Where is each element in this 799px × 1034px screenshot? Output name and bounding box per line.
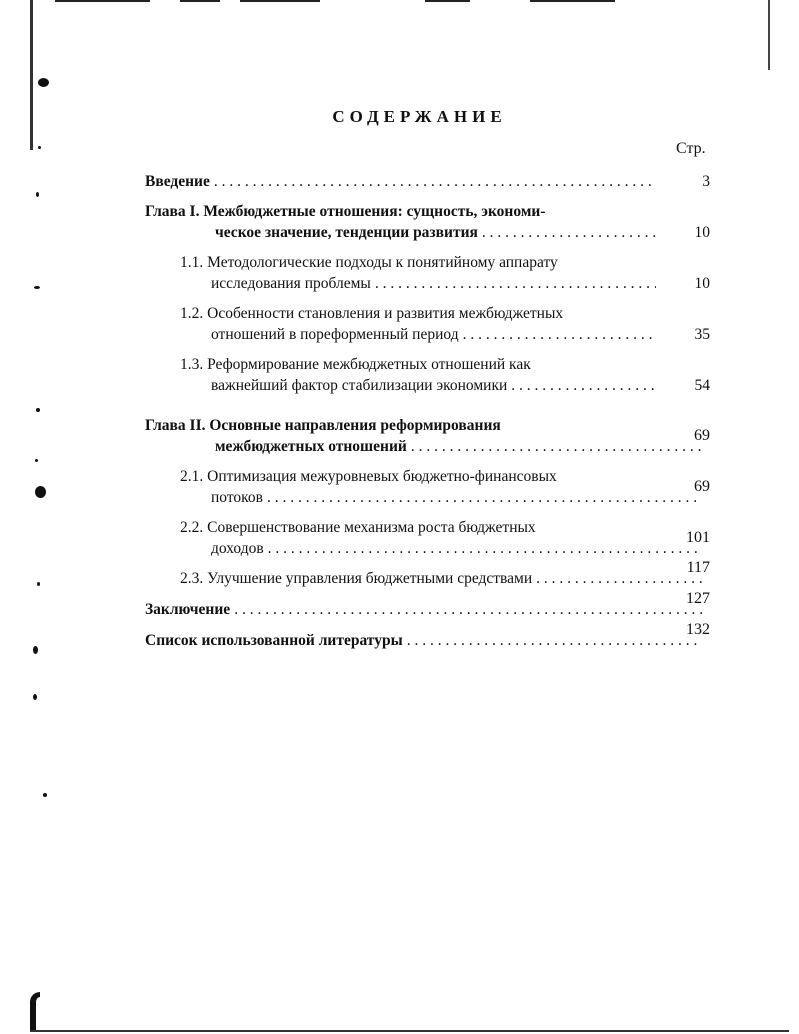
scan-speck xyxy=(38,78,49,87)
page-column-header: Стр. xyxy=(676,140,706,157)
toc-entry-section-2-2[interactable] xyxy=(180,517,710,559)
toc-dot-leader xyxy=(267,487,702,508)
scan-speck xyxy=(35,486,46,498)
toc-dot-leader xyxy=(482,222,656,243)
toc-entry-label: Введение xyxy=(145,173,210,190)
toc-entry-label: 1.1. Методологические подходы к понятийному аппарату xyxy=(180,254,558,271)
scan-corner-mark xyxy=(30,992,40,1030)
toc-entry-label-cont: исследования проблемы xyxy=(211,275,371,292)
scan-speck xyxy=(38,146,41,149)
toc-entry-label-cont: ческое значение, тенденции развития xyxy=(215,224,478,241)
scan-edge-right xyxy=(768,0,770,70)
scan-edge-top xyxy=(35,0,769,3)
toc-page-number: 10 xyxy=(694,275,710,292)
scan-speck xyxy=(35,459,38,462)
toc-entry-label-cont: важнейший фактор стабилизации экономики xyxy=(211,377,508,394)
toc-entry-section-2-3[interactable] xyxy=(180,559,710,589)
toc-entry-introduction[interactable] xyxy=(145,171,710,192)
scan-speck xyxy=(43,793,47,797)
toc-page-number: 101 xyxy=(686,529,710,546)
toc-page-number: 132 xyxy=(686,621,710,638)
toc-entry-section-1-2[interactable] xyxy=(180,303,710,345)
page-title: СОДЕРЖАНИЕ xyxy=(332,107,507,126)
toc-page-number: 69 xyxy=(694,478,710,495)
toc-page-number: 54 xyxy=(694,377,710,394)
toc-dot-leader xyxy=(411,436,702,457)
toc-entry-label: 1.2. Особенности становления и развития межбюджетных xyxy=(180,305,564,322)
toc-entry-label-cont: доходов xyxy=(211,540,264,557)
toc-entry-label: Список использованной литературы xyxy=(145,632,403,649)
scan-speck xyxy=(33,646,38,654)
toc-page-number: 127 xyxy=(686,590,710,607)
toc-entry-section-2-1[interactable] xyxy=(180,466,710,508)
toc-page-number: 10 xyxy=(694,224,710,241)
toc-page-number: 69 xyxy=(694,427,710,444)
toc-entry-label-cont: отношений в пореформенный период xyxy=(211,326,459,343)
toc-entry-bibliography[interactable] xyxy=(145,621,710,651)
toc-dot-leader xyxy=(511,375,656,396)
scan-speck xyxy=(34,286,40,289)
toc-page-number: 3 xyxy=(702,173,710,190)
scan-speck xyxy=(37,582,40,586)
toc-dot-leader xyxy=(214,171,656,192)
toc-entry-label: 2.3. Улучшение управления бюджетными средствами xyxy=(180,570,533,587)
scan-speck xyxy=(36,192,39,197)
toc-entry-section-1-3[interactable] xyxy=(180,354,710,396)
toc-dot-leader xyxy=(234,599,702,620)
toc-entry-chapter-2[interactable] xyxy=(145,415,710,457)
toc-entry-label: Глава II. Основные направления реформирования xyxy=(145,417,501,434)
toc-entry-chapter-1[interactable] xyxy=(145,201,710,243)
scan-speck xyxy=(33,694,37,700)
scan-edge-left xyxy=(30,0,33,150)
toc-entry-label: 1.3. Реформирование межбюджетных отношений как xyxy=(180,356,531,373)
toc-dot-leader xyxy=(407,630,702,651)
toc-entry-label: Заключение xyxy=(145,601,231,618)
toc-dot-leader xyxy=(268,538,702,559)
toc-dot-leader xyxy=(463,324,656,345)
scan-speck xyxy=(36,408,40,412)
toc-dot-leader xyxy=(375,273,656,294)
toc-entry-label-cont: потоков xyxy=(211,489,263,506)
toc-entry-label-cont: межбюджетных отношений xyxy=(215,438,407,455)
toc-entry-label: 2.1. Оптимизация межуровневых бюджетно-финансовых xyxy=(180,468,557,485)
toc-entry-label: Глава I. Межбюджетные отношения: сущность, экономи- xyxy=(145,203,546,220)
scan-edge-bottom xyxy=(30,1030,789,1032)
toc-entry-conclusion[interactable] xyxy=(145,590,710,620)
toc-entry-label: 2.2. Совершенствование механизма роста бюджетных xyxy=(180,519,536,536)
toc-entry-section-1-1[interactable] xyxy=(180,252,710,294)
toc-page-number: 117 xyxy=(686,559,710,576)
toc-page-number: 35 xyxy=(694,326,710,343)
